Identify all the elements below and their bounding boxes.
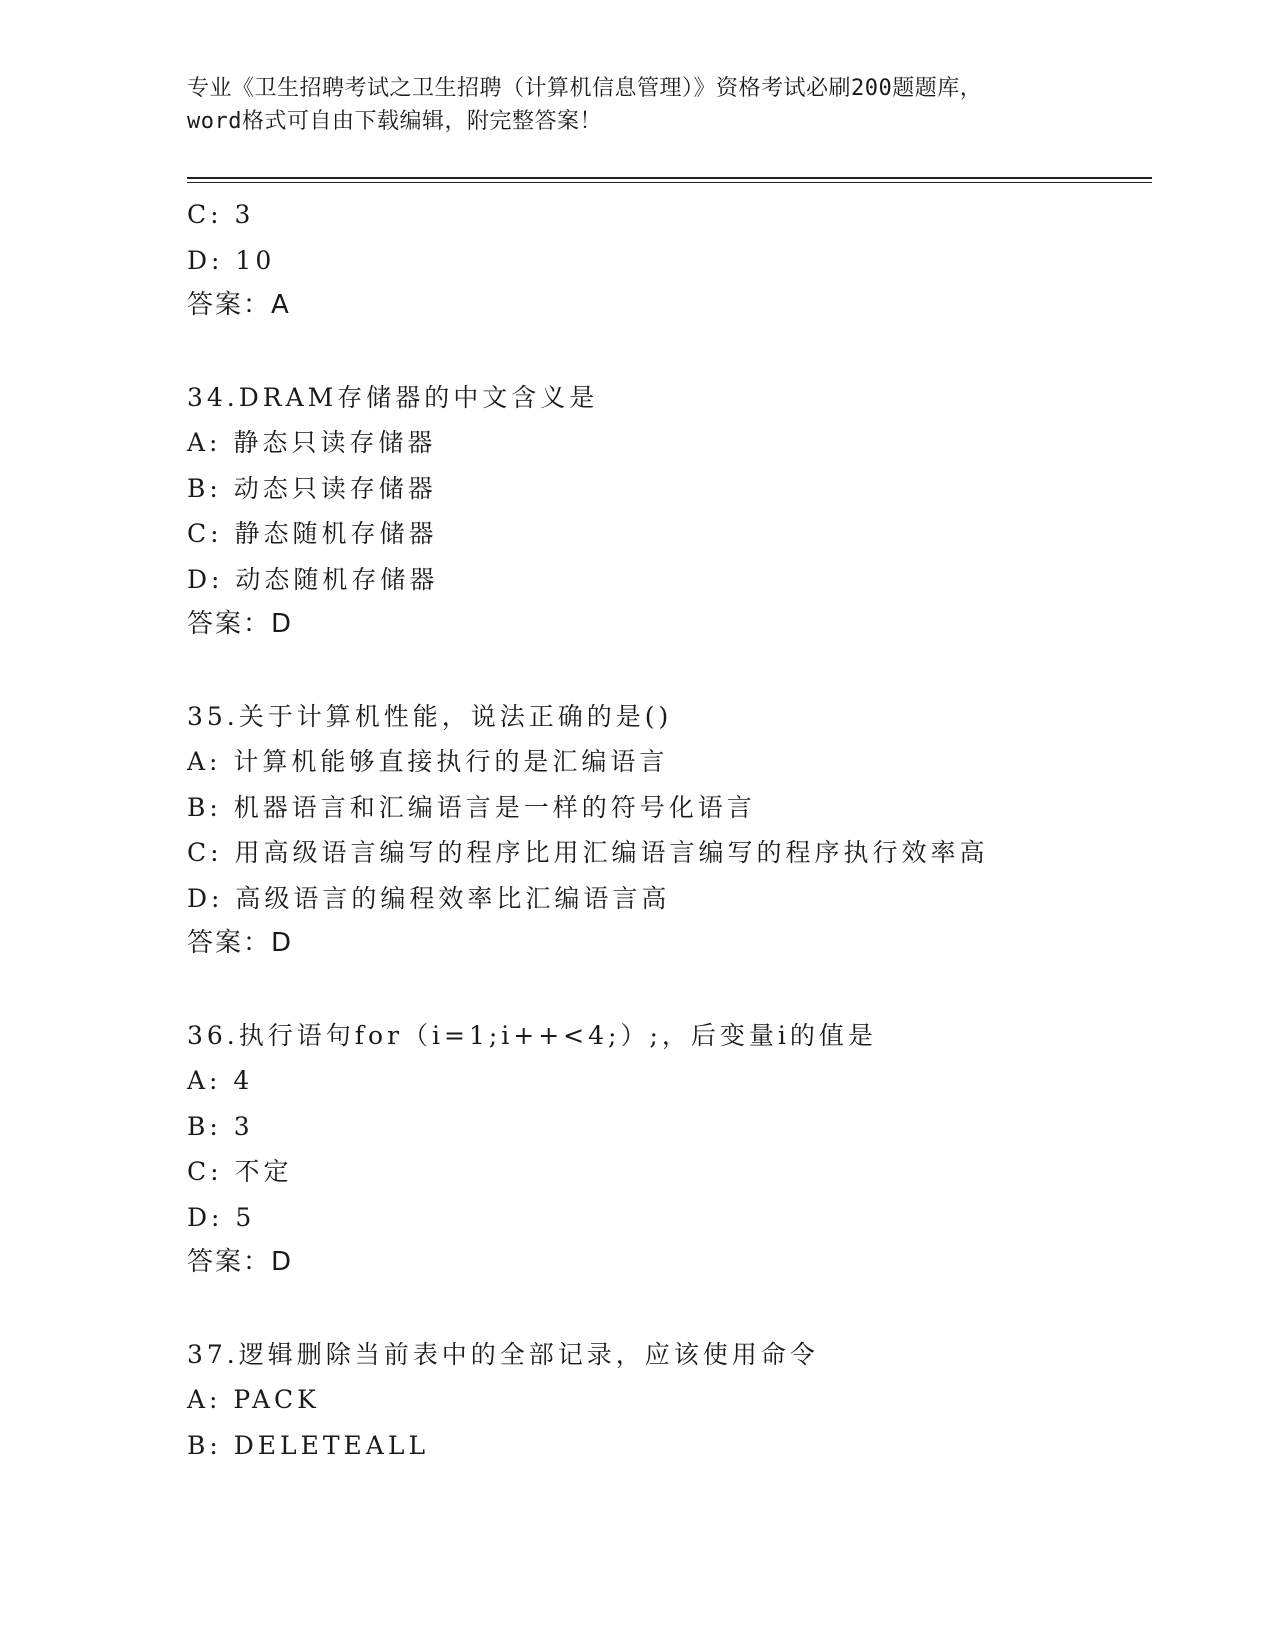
question-text: 35.关于计算机性能，说法正确的是() [187,701,673,731]
question-text: 37.逻辑删除当前表中的全部记录，应该使用命令 [187,1339,819,1369]
answer-line: 答案：D [187,609,294,639]
spacer [187,967,1187,1013]
option-c: C: 静态随机存储器 [187,519,438,548]
option-b: B: 机器语言和汇编语言是一样的符号化语言 [187,792,756,822]
option-c: C: 用高级语言编写的程序比用汇编语言编写的程序执行效率高 [187,838,989,867]
question-text: 36.执行语句for（i=1;i++<4;）;，后变量i的值是 [187,1020,877,1050]
spacer [187,1286,1187,1332]
option-a: A: 静态只读存储器 [187,428,437,457]
option-d: D: 5 [187,1202,256,1232]
option-d: D: 10 [187,245,276,275]
option-a: A: 计算机能够直接执行的是汇编语言 [187,747,669,776]
header-rule-thin [187,182,1152,183]
question-36 [187,1013,1187,1286]
option-c: C: 不定 [187,1157,293,1186]
option-b: B: 动态只读存储器 [187,473,437,503]
prev-question-block [187,192,1187,329]
header-line-1: 专业《卫生招聘考试之卫生招聘（计算机信息管理）》资格考试必刷200题题库， [187,76,983,101]
option-b: B: DELETEALL [187,1430,430,1460]
answer-line: 答案：A [187,290,291,320]
question-35 [187,694,1187,967]
option-a: A: PACK [187,1385,320,1414]
option-b: B: 3 [187,1111,254,1141]
question-37 [187,1332,1187,1469]
option-d: D: 高级语言的编程效率比汇编语言高 [187,883,671,913]
option-c: C: 3 [187,200,255,229]
document-header [187,72,1087,138]
spacer [187,648,1187,694]
option-a: A: 4 [187,1066,254,1095]
header-rule-thick [187,177,1152,179]
spacer [187,329,1187,375]
question-list [187,192,1187,1468]
question-34 [187,375,1187,648]
header-line-2: word格式可自由下载编辑，附完整答案！ [187,109,602,134]
answer-line: 答案：D [187,1247,294,1277]
question-text: 34.DRAM存储器的中文含义是 [187,382,599,412]
option-d: D: 动态随机存储器 [187,564,439,594]
answer-line: 答案：D [187,928,294,958]
